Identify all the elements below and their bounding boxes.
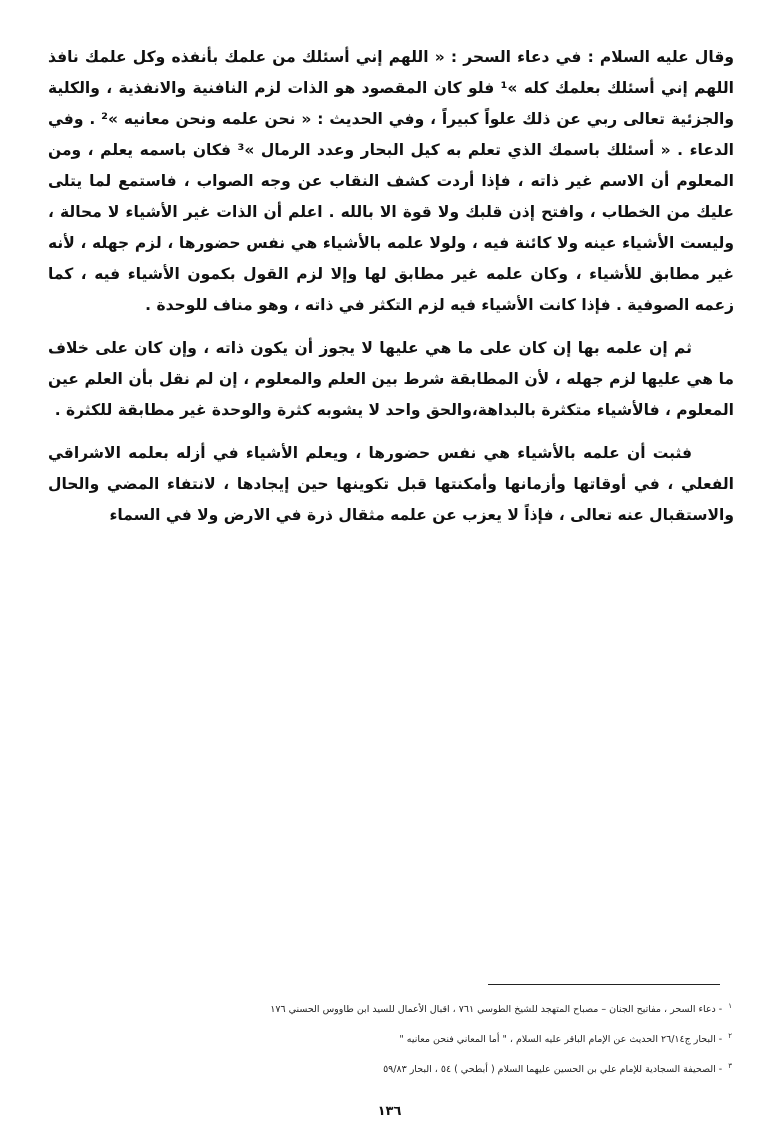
footnote-1 bbox=[150, 993, 732, 1023]
main-text bbox=[48, 42, 734, 543]
footnote-text: - الصحيفة السجادية للإمام علي بن الحسين عليهما السلام ( أبطحي ) ٥٤ ، البحار ٥٩/٨٣ bbox=[383, 1064, 723, 1076]
footnote-3 bbox=[150, 1053, 732, 1083]
paragraph-1: وقال عليه السلام : في دعاء السحر : « اللهم إني أسئلك من علمك بأنفذه وكل علمك نافذ اللهم إني أسئلك بعلمك كله »¹ فلو كان المقصود هو الذات لزم النافنية والانفذية ، والكلية والجزئية تعالى ربي عن ذلك علواً كبيراً ، وفي الحديث : « نحن علمه ونحن معانيه »² . وفي الدعاء . « أسئلك باسمك الذي تعلم به كيل البحار وعدد الرمال »³ فكان باسمه يعلم ، ومن المعلوم أن الاسم غير ذاته ، فإذا أردت كشف النقاب عن وجه الصواب ، فاستمع لما يتلى عليك من الخطاب ، وافتح إذن قلبك ولا قوة الا بالله . اعلم أن الذات غير الأشياء لا محالة ، وليست الأشياء عينه ولا كائنة فيه ، ولولا علمه بالأشياء هي نفس حضورها ، لزم جهله ، لأنه غير مطابق للأشياء ، وكان علمه غير مطابق لها وإلا لزم القول بكمون الأشياء فيه ، كما زعمه الصوفية . فإذا كانت الأشياء فيه لزم التكثر في ذاته ، وهو مناف للوحدة . bbox=[48, 48, 735, 314]
footnote-text: - دعاء السحر ، مفاتيح الجنان – مصباح المتهجد للشيخ الطوسي ٧٦١ ، اقبال الأعمال للسيد ابن طاووس الحسني ١٧٦ bbox=[270, 1004, 723, 1016]
footnote-divider bbox=[488, 984, 720, 985]
footnotes bbox=[150, 993, 732, 1083]
footnote-number: ١ bbox=[728, 1002, 732, 1010]
page-number: ١٣٦ bbox=[377, 1104, 402, 1119]
paragraph-2: ثم إن علمه بها إن كان على ما هي عليها لا يجوز أن يكون ذاته ، وإن كان على خلاف ما هي عليها لزم جهله ، لأن المطابقة شرط بين العلم والمعلوم ، إن لم نقل بأن العلم عين المعلوم ، فالأشياء متكثرة بالبداهة،والحق واحد لا يشوبه كثرة والوحدة غير مطابقة للكثرة . bbox=[48, 339, 734, 419]
footnote-number: ٢ bbox=[728, 1032, 732, 1041]
footnote-2 bbox=[150, 1023, 732, 1053]
footnote-number: ٣ bbox=[728, 1062, 732, 1071]
paragraph-3: فثبت أن علمه بالأشياء هي نفس حضورها ، ويعلم الأشياء في أزله بعلمه الاشراقي الفعلي ، في أوقاتها وأزمانها وأمكنتها قبل تكوينها حين إيجادها ، لانتفاء المضي والحال والاستقبال عنه تعالى ، فإذاً لا يعزب عن علمه مثقال ذرة في الارض ولا في السماء bbox=[48, 444, 734, 524]
footnote-text: - البحار ج٢٦/١٤ الحديث عن الإمام الباقر عليه السلام ، " أما المعاني فنحن معانيه " bbox=[399, 1034, 723, 1046]
